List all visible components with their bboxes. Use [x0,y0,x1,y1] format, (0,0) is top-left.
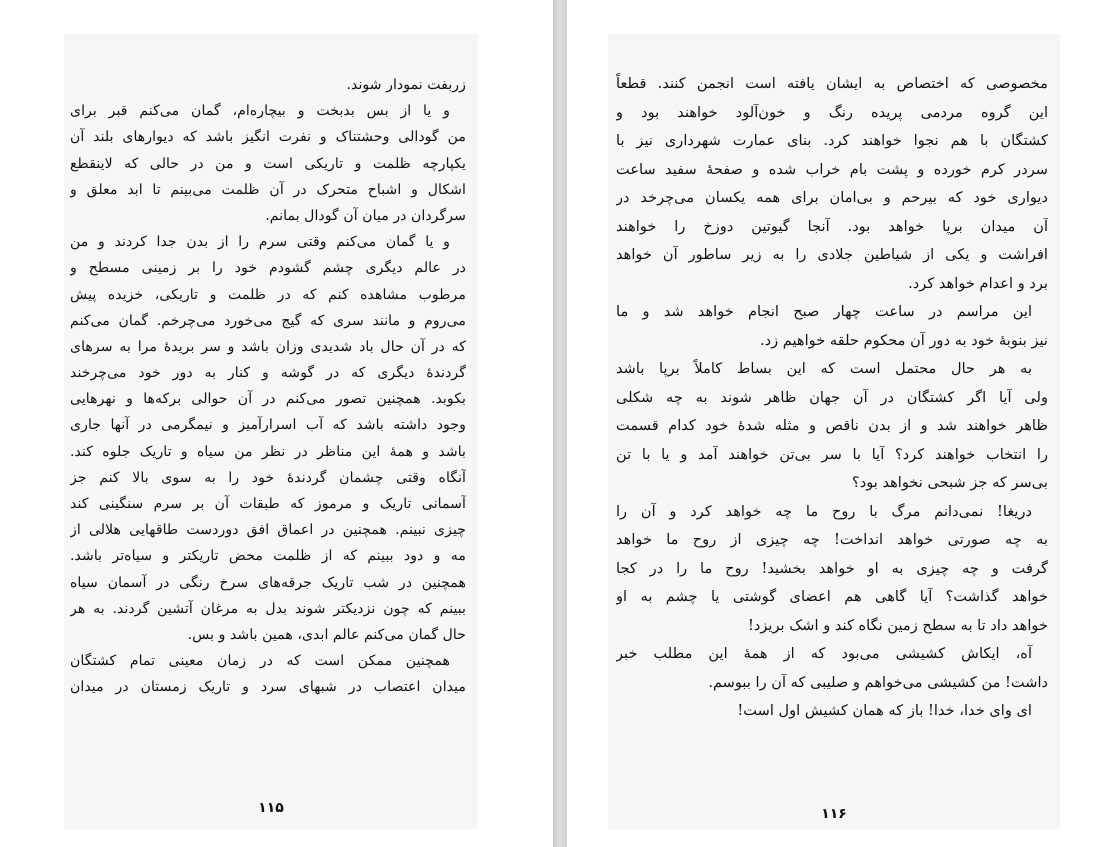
text-line: باشد و همهٔ این مناظر در نظر من سیاه و تاریک جلوه کند. [70,443,466,460]
text-line: ببینم که چون نزدیکتر شوند بدل به مرغان آتشین گردند. به هر [70,600,466,617]
text-line: مخصوصی که اختصاص به ایشان یافته است انجمن کنند. قطعاً [616,75,1048,92]
text-line: ظاهر خواهند شد و از بدن ناقص و مثله شدهٔ خود کدام قسمت [616,417,1048,434]
text-line: دیواری خود که بیرحم و بی‌امان برای همه یکسان می‌چرخد در [616,189,1048,206]
text-line: در عالم دیگری چشم گشودم خود را بر زمینی مسطح و [70,260,466,277]
text-line: می‌روم و مانند سری که گیج می‌خورد می‌چرخم. گمان می‌کنم [70,312,466,329]
text-line: زربفت نمودار شوند. [346,77,466,93]
text-line: و یا از بس بدبخت و بیچاره‌ام، گمان می‌کنم قبر برای [70,103,450,120]
text-line: ای وای خدا، خدا! باز که همان کشیش اول است! [737,702,1032,719]
right-book-page [608,34,1060,829]
text-line: بی‌سر که جز شبحی نخواهد بود؟ [851,474,1048,491]
right-page-text [616,70,1048,726]
text-line: خواهد گذاشت؟ آیا گاهی هم اعضای گوشتی یا چشم به او [616,588,1048,605]
text-line: ولی آیا اگر کشتگان در آن جهان ظاهر شوند به چه شکلی [616,388,1048,406]
text-line: کشتگان با هم نجوا خواهند کرد. بنای عمارت شهرداری نیز با [616,132,1048,149]
text-line: آسمانی تاریک و مرموز که طبقات آن بر سرم سنگینی کند [70,496,466,512]
text-line: آه، ایکاش کشیشی می‌بود که از همهٔ این مطلب خبر [616,645,1032,662]
text-line: گرفت و چه چیزی به او خواهد بخشید! روح ما را در کجا [616,559,1048,577]
page-gutter-divider [553,0,567,847]
text-line: این مراسم در ساعت چهار صبح انجام خواهد شد و ما [616,303,1032,320]
text-line: سردر کرم خورده و پشت بام خراب شده و صفحهٔ سفید ساعت [616,160,1048,178]
text-line: یکپارچه ظلمت و تاریکی است و من در حالی که لاینقطع [70,155,466,172]
text-line: این گروه مردمی پریده رنگ و خون‌آلود خواهند بود و [616,103,1048,121]
text-line: مرطوب مشاهده کنم که در ظلمت و تاریکی، خزیده پیش [70,286,466,303]
text-line: مه و دود ببینم که از ظلمت محض تاریکتر و سیاه‌تر باشد. [70,548,466,565]
text-line: همچنین ممکن است که در زمان معینی تمام کشتگان [70,653,450,670]
text-line: من گودالی وحشتناک و نفرت انگیز باشد که دیوارهای بلند آن [70,129,466,146]
text-line: همچنین در شب تاریک جرقه‌های سرخ رنگی در آسمان سیاه [70,574,466,591]
text-line: گردندهٔ دیگری که در گوشه و کنار به دور خود می‌چرخند [70,365,466,382]
left-book-page [64,34,478,829]
text-line: چیزی نبینم. همچنین در اعماق افق دوردست طاقهایی هلالی از [70,522,466,539]
text-line: سرگردان در میان آن گودال بمانم. [265,207,466,224]
text-line: حال گمان می‌کنم عالم ابدی، همین باشد و بس. [187,626,466,643]
text-line: اشکال و اشباح متحرک در آن ظلمت می‌بینم تا ابد معلق و [70,181,466,198]
text-line: نیز بنوبهٔ خود به دور آن محکوم حلقه خواهیم زد. [759,331,1048,349]
text-line: برد و اعدام خواهد کرد. [908,274,1048,292]
text-line: به چه صورتی خواهد انداخت! چه چیزی از روح ما خواهد [616,531,1048,548]
text-line: افراشت و یکی از شیاطین جلادی را به زیر ساطور آن خواهد [616,246,1048,263]
text-line: بکوبد. همچنین تصور می‌کنم در آن حوالی برکه‌ها و نهرهایی [70,391,466,408]
text-line: داشت! من کشیشی می‌خواهم و صلیبی که آن را ببوسم. [708,673,1048,691]
text-line: و یا گمان می‌کنم وقتی سرم را از بدن جدا کردند و من [70,234,450,251]
left-page-text [70,72,466,701]
text-line: وجود داشته باشد که آب اسرارآمیز و نیمگرمی در آنها جاری [70,417,466,434]
text-line: که در آن حال باد شدیدی وزان باشد و سر بریدهٔ مرا به سرهای [70,338,466,355]
text-line: آن میدان برپا خواهد بود. آنجا گیوتین دوزخ را خواهند [616,217,1048,235]
text-line: آنگاه وقتی چشمان گردندهٔ خود را به سوی بالا کنم جز [70,469,466,486]
text-line: میدان اعتصاب در شبهای سرد و تاریک زمستان در میدان [70,679,466,696]
text-line: دریغا! نمی‌دانم مرگ با روح ما چه خواهد کرد و آن را [616,502,1032,520]
text-line: را انتخاب خواهند کرد؟ آیا با سر بی‌تن خواهند آمد و یا با تن [616,445,1048,463]
text-line: به هر حال محتمل است که این بساط کاملاً برپا باشد [616,360,1032,377]
text-line: خواهد داد تا به سطح زمین نگاه کند و اشک بریزد! [747,616,1048,634]
page-number: ۱۱۶ [821,806,847,822]
page-number: ۱۱۵ [258,800,284,816]
